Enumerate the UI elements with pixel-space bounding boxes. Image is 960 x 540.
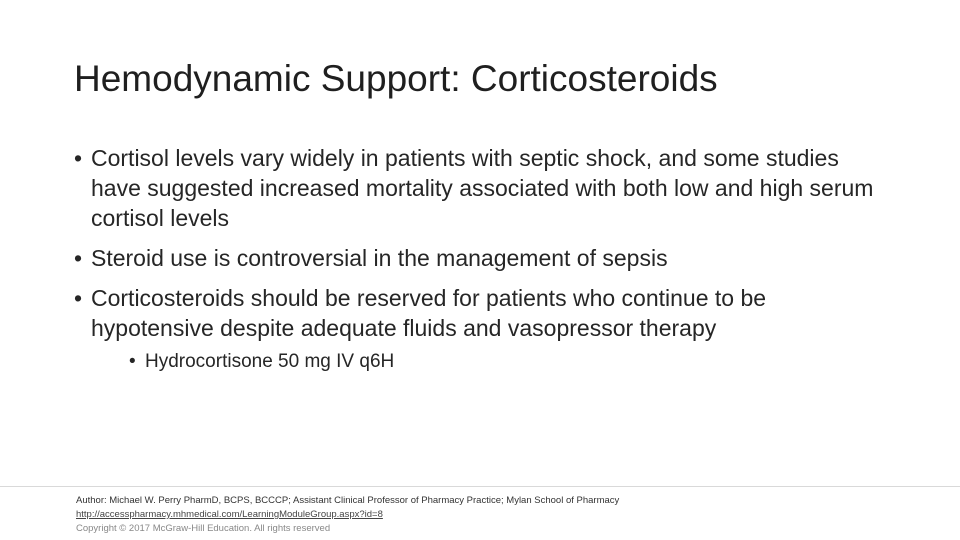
sub-bullet-marker: • [129,351,136,372]
footer-copyright: Copyright © 2017 McGraw-Hill Education. All rights reserved [76,523,331,534]
bullet-marker: • [74,285,83,311]
footer-divider [0,486,960,487]
bullet-marker: • [74,145,83,171]
footer-source-link[interactable]: http://accesspharmacy.mhmedical.com/LearningModuleGroup.aspx?id=8 [76,509,383,520]
sub-bullet-item [129,349,894,375]
bullet-text: Steroid use is controversial in the management of sepsis [91,245,668,271]
bullet-item [74,243,894,273]
bullet-item [74,143,894,233]
bullet-text: Cortisol levels vary widely in patients with septic shock, and some studies have suggested increased mortality associated with both low and high serum cortisol levels [91,145,874,231]
bullet-list [74,143,894,385]
footer [76,494,619,536]
bullet-item [74,283,894,375]
sub-bullet-text: Hydrocortisone 50 mg IV q6H [145,351,395,372]
slide-title: Hemodynamic Support: Corticosteroids [74,58,718,99]
bullet-marker: • [74,245,83,271]
bullet-text: Corticosteroids should be reserved for patients who continue to be hypotensive despite adequate fluids and vasopressor therapy [91,285,767,341]
footer-author: Author: Michael W. Perry PharmD, BCPS, BCCCP; Assistant Clinical Professor of Pharmacy Practice; Mylan School of Pharmacy [76,495,620,506]
